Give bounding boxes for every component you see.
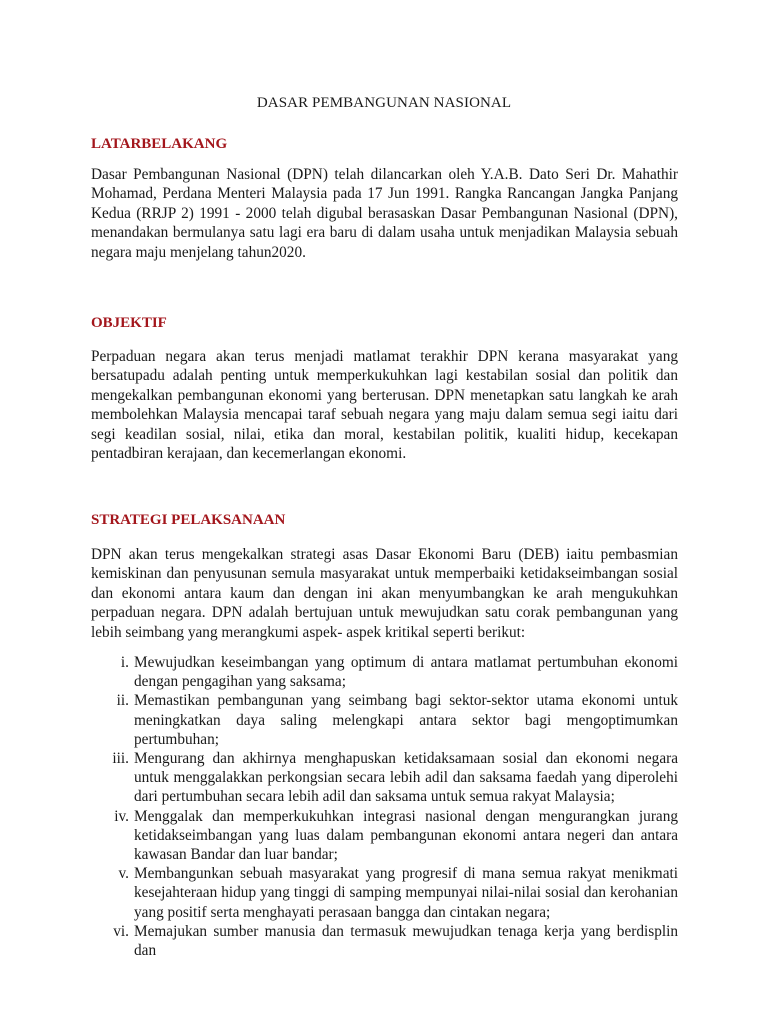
list-item-number: ii. <box>116 692 129 710</box>
list-item-text: Memajukan sumber manusia dan termasuk mewujudkan tenaga kerja yang berdisplin dan <box>134 922 678 960</box>
list-item <box>91 691 678 749</box>
list-item <box>91 749 678 807</box>
list-item-text: Mengurang dan akhirnya menghapuskan ketidaksamaan sosial dan ekonomi negara untuk menggalakkan perkongsian secara lebih adil dan saksama faedah yang diperolehi dari pertumbuhan secara lebih adil dan saksama untuk semua rakyat Malaysia; <box>134 750 678 806</box>
list-item-number: vi. <box>113 922 129 940</box>
paragraph-latarbelakang: Dasar Pembangunan Nasional (DPN) telah dilancarkan oleh Y.A.B. Dato Seri Dr. Mahathir Mohamad, Perdana Menteri Malaysia pada 17 Jun 1991. Rangka Rancangan Jangka Panjang Kedua (RRJP 2) 1991 - 2000 telah digubal berasaskan Dasar Pembangunan Nasional (DPN), menandakan bermulanya satu lagi era baru di dalam usaha untuk menjadikan Malaysia sebuah negara maju menjelang tahun2020. <box>91 166 678 261</box>
heading-objektif: OBJEKTIF <box>91 315 167 331</box>
list-item-number: iv. <box>114 807 129 825</box>
list-item <box>91 653 678 691</box>
list-item-number: iii. <box>112 750 129 768</box>
list-item <box>91 807 678 865</box>
list-item-text: Mewujudkan keseimbangan yang optimum di antara matlamat pertumbuhan ekonomi dengan pengagihan yang saksama; <box>134 654 678 691</box>
paragraph-strategi-pelaksanaan: DPN akan terus mengekalkan strategi asas Dasar Ekonomi Baru (DEB) iaitu pembasmian kemiskinan dan penyusunan semula masyarakat untuk memperbaiki ketidakseimbangan sosial dan ekonomi antara kaum dan dengan ini akan menyumbangkan ke arah mengukuhkan perpaduan negara. DPN adalah bertujuan untuk mewujudkan satu corak pembangunan yang lebih seimbang yang merangkumi aspek- aspek kritikal seperti berikut: <box>91 546 678 641</box>
list-item-text: Membangunkan sebuah masyarakat yang progresif di mana semua rakyat menikmati kesejahteraan hidup yang tinggi di samping mempunyai nilai-nilai sosial dan kerohanian yang positif serta menghayati perasaan bangga dan cintakan negara; <box>134 865 678 921</box>
heading-latarbelakang: LATARBELAKANG <box>91 136 228 152</box>
list-item <box>91 864 678 922</box>
document-title: DASAR PEMBANGUNAN NASIONAL <box>256 95 512 111</box>
list-item-number: v. <box>118 865 129 883</box>
list-item-text: Menggalak dan memperkukuhkan integrasi nasional dengan mengurangkan jurang ketidakseimbangan yang luas dalam pembangunan ekonomi antara negeri dan antara kawasan Bandar dan luar bandar; <box>134 807 678 864</box>
strategy-list <box>91 653 678 960</box>
list-item-text: Memastikan pembangunan yang seimbang bagi sektor-sektor utama ekonomi untuk meningkatkan daya saling melengkapi antara sektor bagi mengoptimumkan pertumbuhan; <box>134 692 678 748</box>
list-item-number: i. <box>120 654 129 671</box>
paragraph-objektif: Perpaduan negara akan terus menjadi matlamat terakhir DPN kerana masyarakat yang bersatupadu adalah penting untuk memperkukuhkan lagi kestabilan sosial dan politik dan mengekalkan pembangunan ekonomi yang berterusan. DPN menetapkan satu langkah ke arah membolehkan Malaysia mencapai taraf sebuah negara yang maju dalam semua segi iaitu dari segi keadilan sosial, nilai, etika dan moral, kestabilan politik, kualiti hidup, kecekapan pentadbiran kerajaan, dan kecemerlangan ekonomi. <box>91 348 678 463</box>
heading-strategi-pelaksanaan: STRATEGI PELAKSANAAN <box>91 512 286 528</box>
list-item <box>91 922 678 960</box>
